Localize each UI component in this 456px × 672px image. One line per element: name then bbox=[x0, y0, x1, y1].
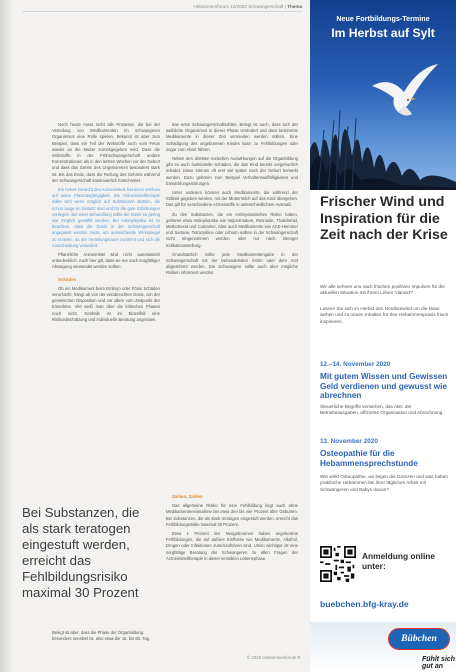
ad-course-title-2[interactable]: Osteopathie für die Hebammensprechstunde bbox=[320, 449, 418, 468]
middle-paragraph-4: Zu den Substanzen, die ein embryotoxisches Risiko haben, gehören etwa Antiepileptika wie Valproinsäure, Retinoide, Thalidomid, Methotrexat und Cumarine. Aber auch Medikamente wie ACE-Hemmer und Sartane, Tetrazykline oder Lithium sollten in der Schwangerschaft nicht eingenommen werden, oder nur nach strenger Indikationsstellung. bbox=[166, 211, 298, 248]
middle-paragraph-1: das erste Schwangerschaftsdrittel. Belegt ist auch, dass sich der weibliche Organismus in dieser Phase verändert und dass bestimmte Medikamente in dieser Zeit vermieden werden sollten. Eine Schädigung des ungeborenen Kindes kann zu Fehlbildungen oder sogar zum Abort führen. bbox=[166, 122, 298, 152]
bottom-middle-column bbox=[166, 488, 298, 565]
ad-date-1: 12.–14. November 2020 bbox=[320, 361, 391, 368]
bottom-paragraph-1: Das allgemeine Risiko für eine Fehlbildung liegt auch ohne Medikamenteneinnahme bei etwa drei bis vier Prozent aller Geburten. Bei Substanzen, die als stark teratogen eingestuft werden, erreicht das Fehlbildungsrisiko maximal 30 Prozent. bbox=[166, 503, 298, 527]
ad-intro: Wir alle sehnen uns nach frischen positiven Impulsen für die aktuellen Situation mit ihrem Leben "danach". bbox=[320, 284, 445, 296]
ad-register-link[interactable]: buebchen.bfg-kray.de bbox=[320, 599, 409, 609]
ad-intro-2: Lassen Sie sich im Herbst den Nordseewind um die Nase wehen und zu neuen Inhalten für Ihre Hebammenpraxis frisch inspirieren. bbox=[320, 306, 449, 324]
ad-top-line-1: Neue Fortbildungs-Termine bbox=[336, 14, 430, 23]
bottom-paragraph-2: Etwa 1 Prozent der Neugeborenen haben angeborene Fehlbildungen, die auf äußere Einflüsse wie Medikamente, Alkohol, Drogen oder Infektionen zurückzuführen sind. Umso wichtiger ist eine sorgfältige Beratung der Schwangeren zu allen Fragen der Arzneimitteltherapie in dieser sensiblen Lebensphase. bbox=[166, 531, 298, 561]
running-header: Hebammenforum 10/2020 Schwangerschaft | Thema bbox=[22, 0, 302, 12]
left-paragraph-1: Noch heute muss nicht alle Prozesse, die bei der Verteilung von Medikamenten im schwangeren Organismus eine Rolle spielen. Bekannt ist aber zum Beispiel, dass ein Teil der Wirkstoffe auch vom Fetus wieder an die Mutter zurückgegeben wird. Dass die Wirkstoffe in der Frühschwangerschaft andere Konzentrationen als in den letzten Wochen vor der Geburt und dass das Gehirn des Ungeborenen besonders stark ist. Bis das Ende, dass die Reifung des Gehirns während der Schwangerschaft kontinuierlich fortschreitet. bbox=[52, 122, 160, 183]
left-subparagraph: Ob ein Medikament beim Embryo oder Fötus Schäden verursacht, hängt ab von der verabreichten Dosis, von der genetischen Disposition und vor allem vom Zeitpunkt der Einnahme. Viel weiß man über die kritischen Phasen noch nicht. Deshalb ist im Einzelfall eine Risikoabschätzung und individuelle Beratung angeraten. bbox=[52, 285, 160, 322]
header-section: Hebammenforum 10/2020 Schwangerschaft bbox=[193, 4, 284, 9]
ad-register-label: Anmeldung online unter: bbox=[362, 551, 436, 571]
ad-date-2: 13. November 2020 bbox=[320, 438, 378, 445]
middle-paragraph-3: Unter anderem können auch Medikamente, die während der Stillzeit gegeben werden, mit der Muttermilch auf das Kind übergehen. Das gilt für verschiedene Arzneistoffe in unterschiedlichem Ausmaß. bbox=[166, 190, 298, 208]
left-paragraph-3: Pflanzliche Arzneimittel sind nicht automatisch unbedenklich. Auch hier gilt, dass sie nur nach sorgfältiger Abwägung verwendet werden sollten. bbox=[52, 252, 161, 270]
sidebar-advertisement[interactable] bbox=[310, 0, 456, 672]
pull-quote: Bei Substanzen, die als stark teratogen eingestuft werden, erreicht das Fehlbildungsrisiko maximal 30 Prozent bbox=[22, 505, 140, 600]
middle-column bbox=[166, 122, 298, 280]
bottom-left-text: Belegt ist aber, dass die Phase der Organbildung besonders sensibel ist, also etwa der 15. bis 60. Tag. bbox=[52, 630, 151, 642]
buebchen-logo: Bübchen bbox=[388, 628, 450, 650]
ad-course-desc-1: Steuerliche Begriffe verstehen, das ABC der Betriebsausgaben, effiziente Organisation und Abrechnung. bbox=[320, 404, 444, 416]
header-topic: Thema bbox=[287, 4, 302, 9]
bottom-subheading: Zahlen, Zahlen bbox=[172, 494, 203, 499]
page-footer: © 2020 Hebammenforum 9 bbox=[246, 655, 300, 660]
left-column bbox=[52, 122, 160, 326]
ad-top-line-2: Im Herbst auf Sylt bbox=[331, 26, 435, 40]
ad-course-desc-2: Wie wirkt Osteopathie, wo liegen die Grenzen und was haben praktische Hebammen bei ihrer täglichen Arbeit mit Schwangeren und Babys davon? bbox=[320, 474, 448, 492]
qr-code-icon[interactable] bbox=[320, 546, 356, 582]
brand-slogan: Fühlt sich gut an bbox=[422, 656, 456, 670]
left-subheading: Schäden bbox=[58, 276, 77, 282]
seagull-icon bbox=[368, 62, 442, 128]
middle-paragraph-2: Neben den direkten toxischen Auswirkungen auf die Organbildung gibt es auch funktionelle Schäden, die das Kind bereits vorgeburtlich erleidet. Diese können oft erst viel später nach der Geburt bemerkt werden. Dazu gehören zum Beispiel Verhaltensauffälligkeiten und Entwicklungsstörungen. bbox=[166, 156, 298, 186]
middle-paragraph-5: Grundsätzlich sollte jede Medikamentengabe in der Schwangerschaft mit der behandelnden Ärztin oder dem Arzt abgestimmt werden. Die Schwangere sollte auch über mögliche Risiken informiert werden. bbox=[166, 251, 298, 276]
ad-course-title-1[interactable]: Mit gutem Wissen und Gewissen Geld verdienen und gewusst wie abrechnen bbox=[320, 372, 448, 401]
ad-headline: Frischer Wind und Inspiration für die Zeit nach der Krise bbox=[320, 194, 448, 244]
page-fold-shadow bbox=[0, 0, 14, 672]
left-paragraph-2: Ein hohes Gewicht des Arzneimittels hat einen Einfluss auf seine Plazentagängigkeit. Die Arzneimitteltherapie sollte sich wenn möglich auf Substanzen stützen, die schon lange im Einsatz sind und für die gute Erfahrungen vorliegen. Bei einer Behandlung sollte die Dosis so gering wie möglich gewählt werden. Bei Antiepileptika ist zu beachten, dass die Dosis in der Schwangerschaft angepasst werden muss, um ausreichende Wirkspiegel zu erzielen, da der Verteilungsraum zunimmt und sich die Ausscheidung verändert. bbox=[52, 187, 160, 248]
